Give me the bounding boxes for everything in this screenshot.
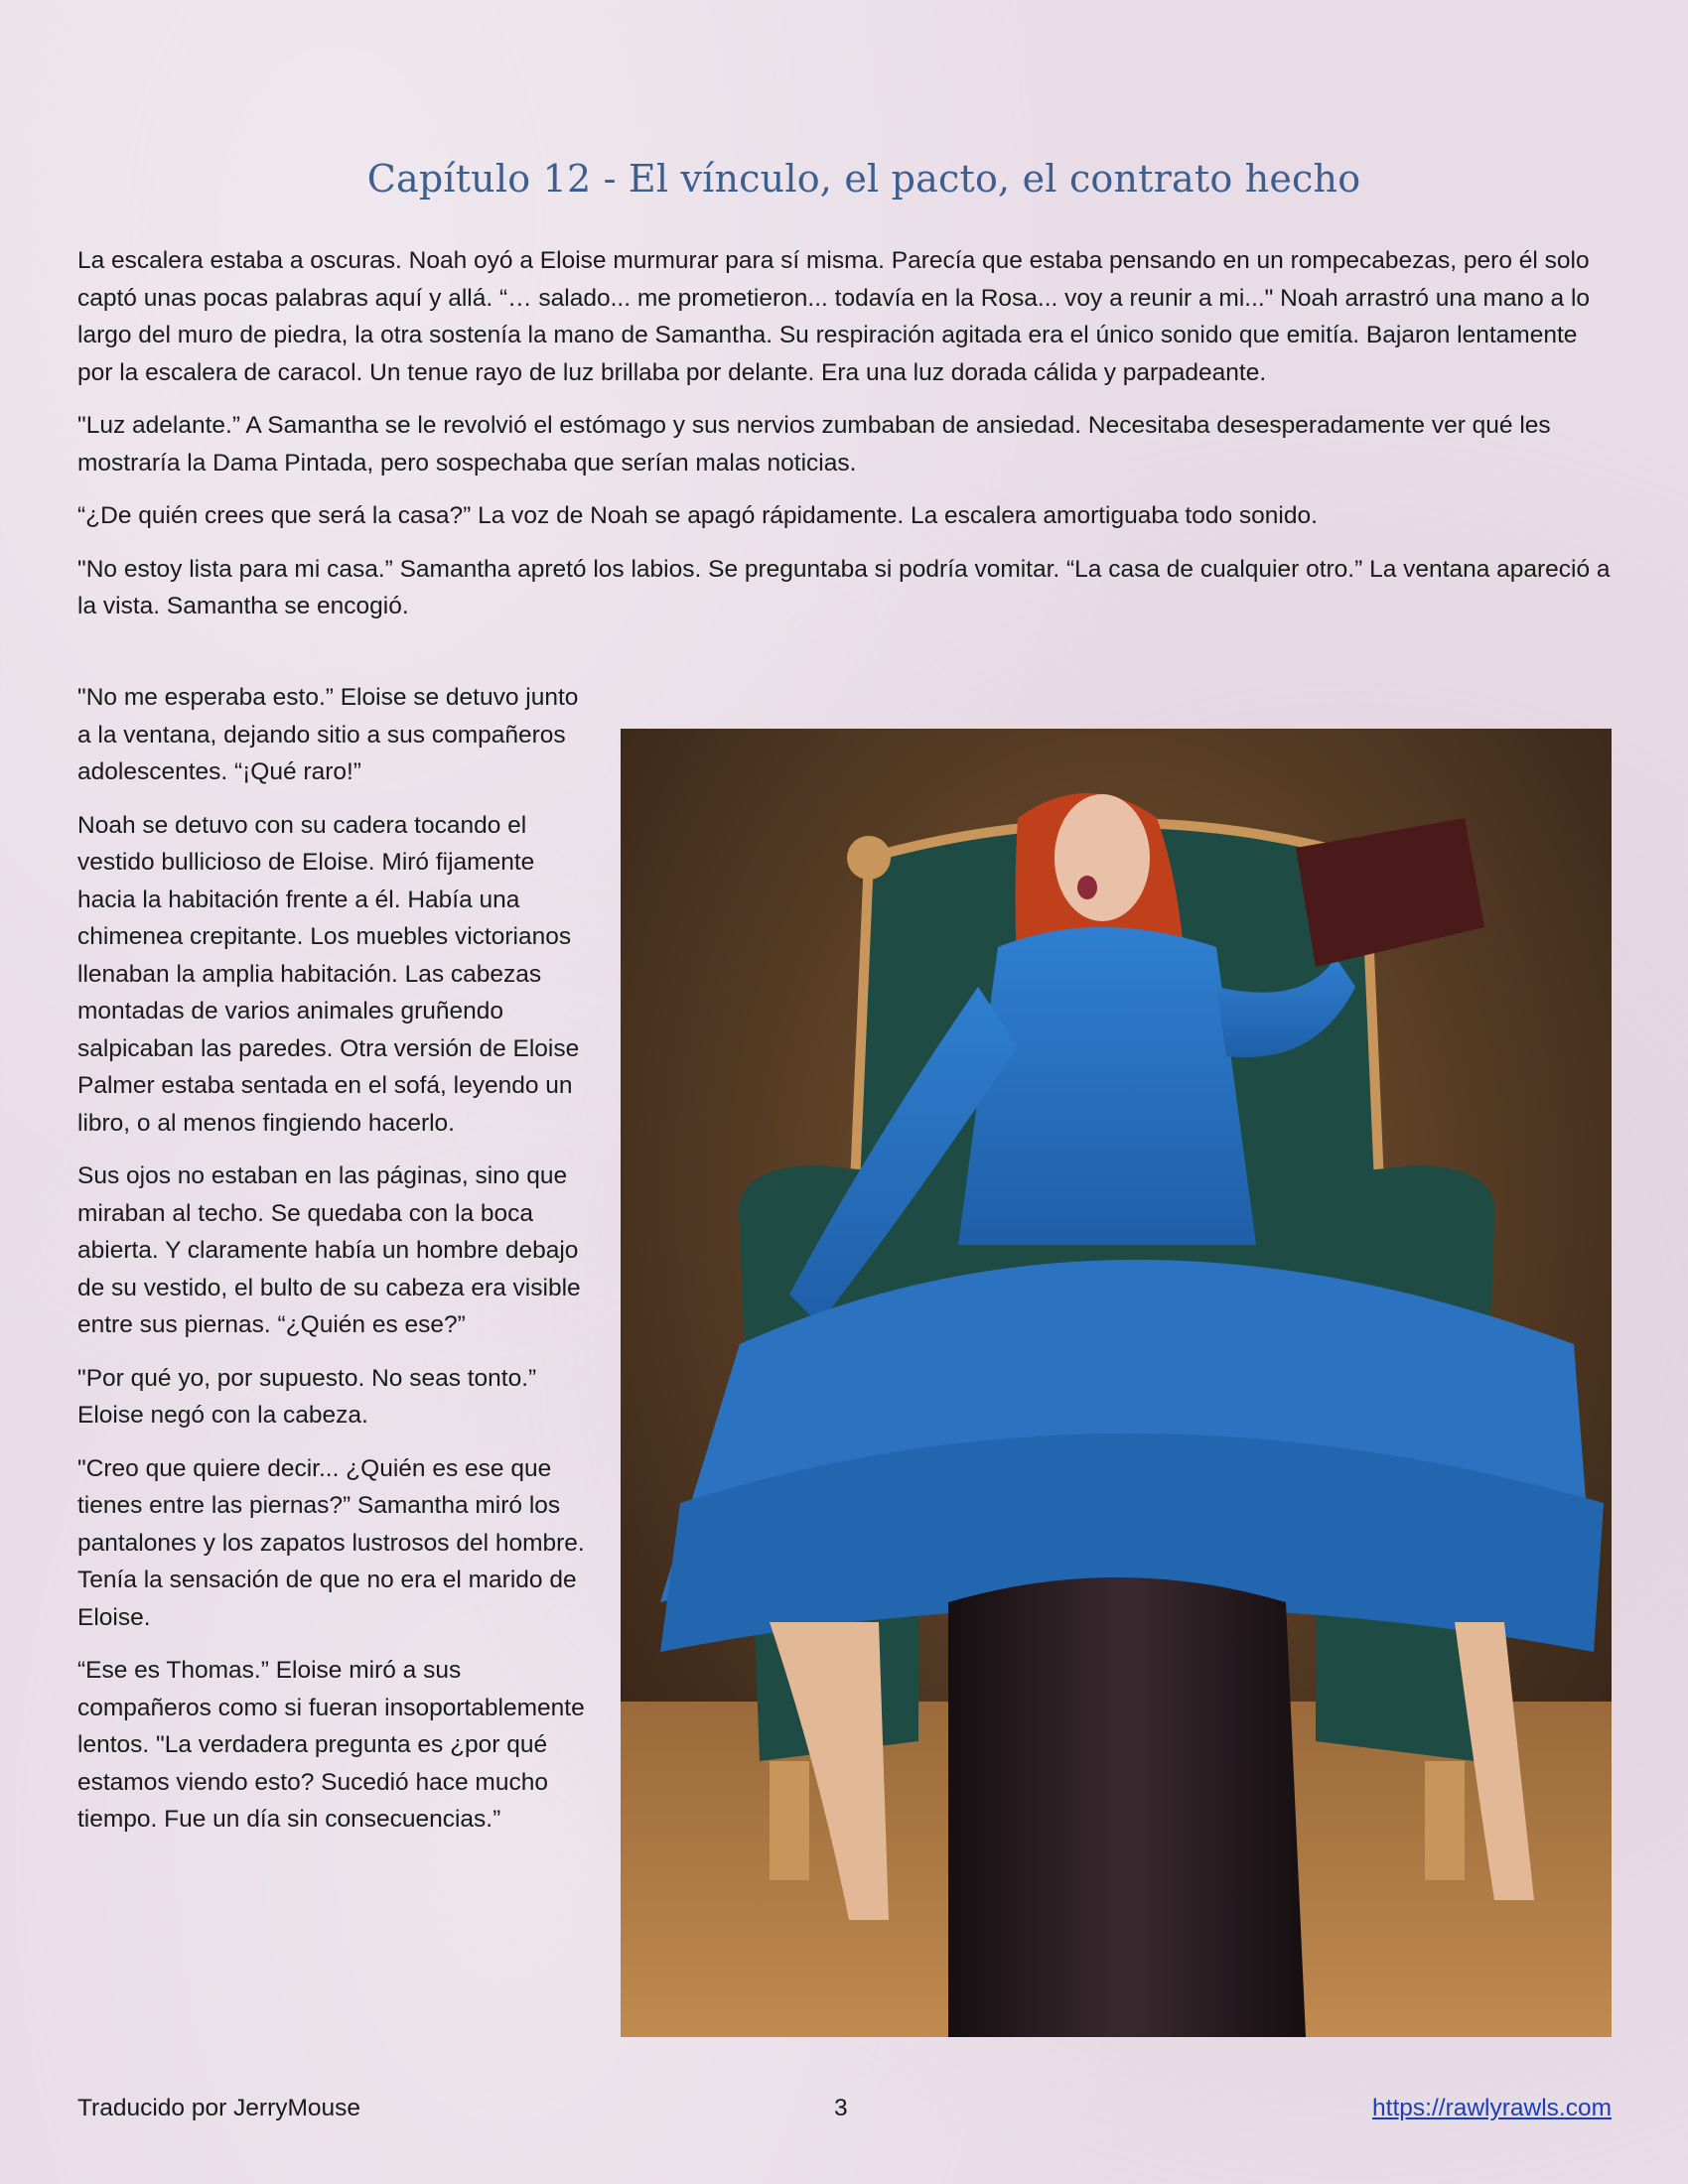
- paragraph: "Luz adelante.” A Samantha se le revolvió el estómago y sus nervios zumbaban de ansiedad. Necesitaba desesperadamente ver qué les mostraría la Dama Pintada, pero sospechaba que serían malas noticias.: [77, 412, 1551, 477]
- paragraph: "Por qué yo, por supuesto. No seas tonto.” Eloise negó con la cabeza.: [77, 1364, 537, 1429]
- story-illustration: [621, 729, 1612, 2037]
- paragraph: "No me esperaba esto.” Eloise se detuvo junto a la ventana, dejando sitio a sus compañeros adolescentes. “¡Qué raro!”: [77, 684, 579, 785]
- paragraph: La escalera estaba a oscuras. Noah oyó a Eloise murmurar para sí misma. Parecía que estaba pensando en un rompecabezas, pero él solo captó unas pocas palabras aquí y allá. “… salado... me prometieron... todavía en la Rosa... voy a reunir a mi..." Noah arrastró una mano a lo largo del muro de piedra, la otra sostenía la mano de Samantha. Su respiración agitada era el único sonido que emitía. Bajaron lentamente por la escalera de caracol. Un tenue rayo de luz brillaba por delante. Era una luz dorada cálida y parpadeante.: [77, 247, 1591, 386]
- column-text: [77, 679, 594, 1854]
- website-link[interactable]: https://rawlyrawls.com: [1372, 2095, 1612, 2121]
- footer-translator: Traducido por JerryMouse: [77, 2095, 361, 2121]
- paragraph: "No estoy lista para mi casa.” Samantha apretó los labios. Se preguntaba si podría vomitar. “La casa de cualquier otro.” La ventana apareció a la vista. Samantha se encogió.: [77, 555, 1611, 619]
- paragraph: “Ese es Thomas.” Eloise miró a sus compañeros como si fueran insoportablemente lentos. "La verdadera pregunta es ¿por qué estamos viendo esto? Sucedió hace mucho tiempo. Fue un día sin consecuencias.”: [77, 1657, 585, 1833]
- paragraph: “¿De quién crees que será la casa?” La voz de Noah se apagó rápidamente. La escalera amortiguaba todo sonido.: [77, 502, 1318, 529]
- paragraph: "Creo que quiere decir... ¿Quién es ese que tienes entre las piernas?” Samantha miró los pantalones y los zapatos lustrosos del hombre. Tenía la sensación de que no era el marido de Eloise.: [77, 1454, 585, 1631]
- chapter-title: Capítulo 12 - El vínculo, el pacto, el contrato hecho: [366, 157, 1361, 201]
- full-width-text: [77, 242, 1612, 641]
- paragraph: Noah se detuvo con su cadera tocando el vestido bullicioso de Eloise. Miró fijamente hacia la habitación frente a él. Había una chimenea crepitante. Los muebles victorianos llenaban la amplia habitación. Las cabezas montadas de varios animales gruñendo salpicaban las paredes. Otra versión de Eloise Palmer estaba sentada en el sofá, leyendo un libro, o al menos fingiendo hacerlo.: [77, 811, 580, 1137]
- paragraph: Sus ojos no estaban en las páginas, sino que miraban al techo. Se quedaba con la boca abierta. Y claramente había un hombre debajo de su vestido, el bulto de su cabeza era visible entre sus piernas. “¿Quién es ese?”: [77, 1162, 581, 1338]
- page-number: 3: [834, 2095, 848, 2121]
